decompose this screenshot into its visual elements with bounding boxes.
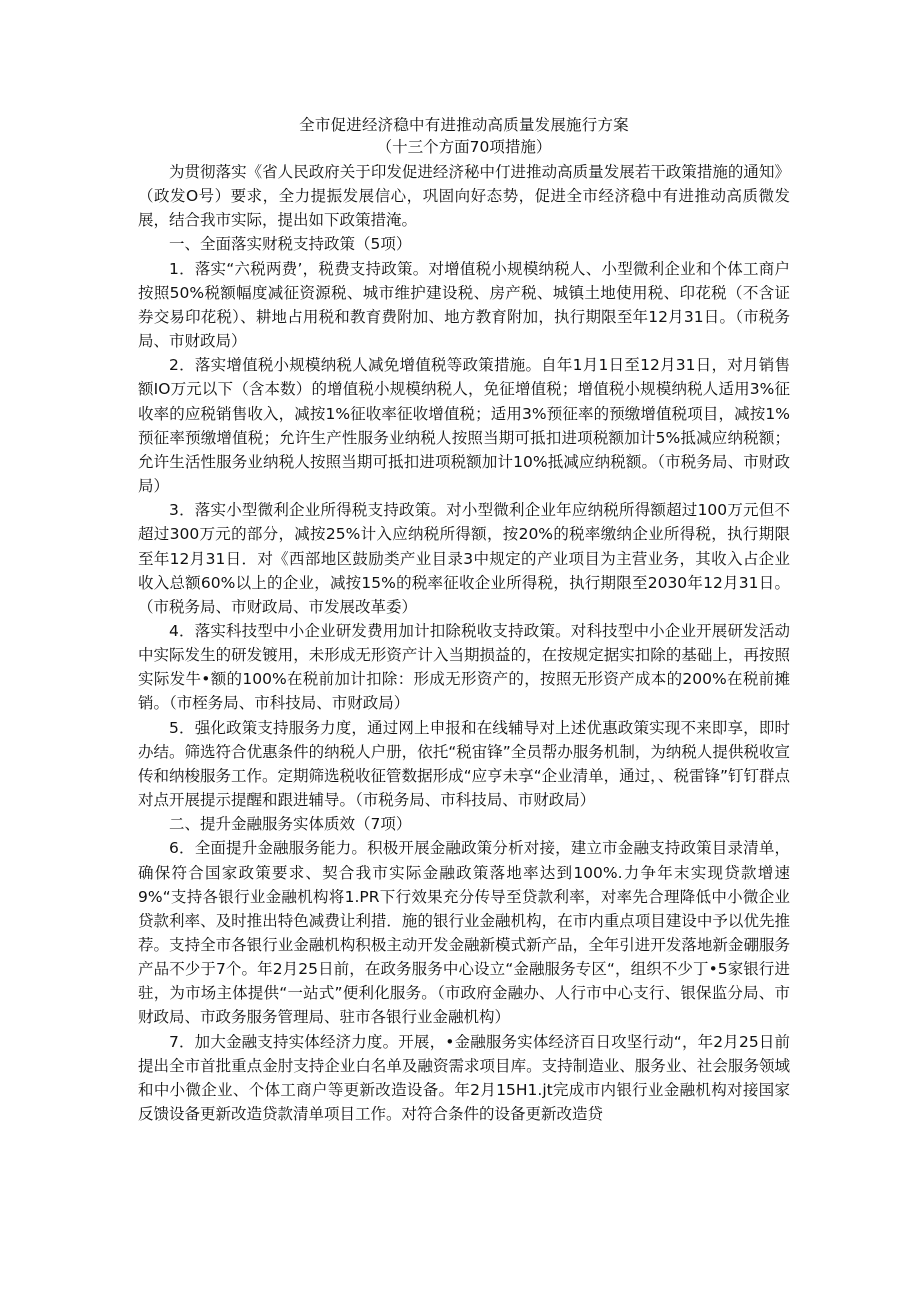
document-subtitle: （十三个方面70项措施） [376,138,552,156]
measure-item-4: 4．落实科技型中小企业研发费用加计扣除税收支持政策。对科技型中小企业开展研发活动中实际发生的研发镀用，未形成无形资产计入当期损益的，在按规定据实扣除的基础上，再按照实际发牛•额的100%在税前加计扣除：形成无形资产的，按照无形资产成本的200%在税前摊销。（市桎务局、市科技局、市财政局） [138,621,790,713]
section-heading-1: 一、全面落实财税支持政策（5项） [169,235,412,254]
measure-item-5: 5．强化政策支持服务力度，通过网上申报和在线辅导对上述优惠政策实现不来即享，即时办结。筛选符合优惠条件的纳税人户册，依托“税宙锋”全员帮办服务机制，为纳税人提供税收宣传和纳梭服务工作。定期筛选税收征管数据形成“应亨未享“企业清单，通过，、税雷锋”钉钉群点对点开展提示提醒和跟进辅导。（市税务局、市科技局、市财政局） [138,718,790,810]
document-page [138,114,790,1126]
section-heading-2: 二、提升金融服务实体质效（7项） [169,815,412,834]
measure-item-6: 6．全面提升金融服务能力。积极开展金融政策分析对接，建立市金融支持政策目录清单，确保符合国家政策要求、契合我市实际金融政策落地率达到100%.力争年末实现贷款增速9%“支持各银行业金融机构将1.PR下行效果充分传导至贷款利率，对率先合理降低中小微企业贷款利率、及时推出特色减费让利措．施的银行业金融机构，在市内重点项目建设中予以优先推荐。支持全市各银行业金融机构积极主动开发金融新模式新产品，全年引进开发落地新金硼服务产品不少于7个。年2月25日前，在政务服务中心设立“金融服务专区“，组织不少丁•5家银行进驻，为市场主体提供“一站式”便利化服务。（市政府金融办、人行市中心支行、银保监分局、市财政局、市政务服务管理局、驻市各银行业金融机构） [138,839,790,1027]
document-title: 全市促进经济稳中有进推动高质量发展施行方案 [299,116,629,134]
measure-item-2: 2．落实增值税小规模纳税人减免增值税等政策措施。自年1月1日至12月31日，对月销售额IO万元以下（含本数）的增值税小规模纳税人，免征增值税；增值税小规模纳税人适用3%征收率的应税销售收入，减按1%征收率征收增值税；适用3%预征率的预缴增值税项目，减按1%预征率预缴增值税；允许生产性服务业纳税人按照当期可抵扣进项税额加计5%抵减应纳税额；允许生活性服务业纳税人按照当期可抵扣进项税额加计10%抵减应纳税额。（市税务局、市财政局） [138,356,790,496]
measure-item-7: 7．加大金融支持实体经济力度。开展，•金融服务实体经济百日攻坚行动“，年2月25日前提出全市首批重点金肘支持企业白名单及融资需求项目库。支持制造业、服务业、社会服务领域和中小微企业、个体工商户等更新改造设备。年2月15H1.jt完成市内银行业金融机构对接国家反馈设备更新改造贷款清单项目工作。对符合条件的设备更新改造贷 [138,1032,790,1124]
intro-paragraph: 为贯彻落实《省人民政府关于印发促进经济秘中仃进推动高质量发展若干政策措施的通知》（政发O号）要求，全力提振发展信心，巩固向好态势，促进全市经济稳中有进推动高质微发展，结合我市实际，提出如下政策措淹。 [138,163,790,230]
measure-item-3: 3．落实小型微利企业所得税支持政策。对小型微利企业年应纳税所得额超过100万元但不超过300万元的部分，减按25%计入应纳税所得额，按20%的税率缴纳企业所得税，执行期限至年12月31日．对《西部地区鼓励类产业目录3中规定的产业项目为主营业务，其收入占企业收入总额60%以上的企业，减按15%的税率征收企业所得税，执行期限至2030年12月31日。（市税务局、市财政局、市发展改革委） [138,501,790,616]
measure-item-1: 1．落实“六税两费’，税费支持政策。对增值税小规模纳税人、小型微利企业和个体工商户按照50%税额幅度减征资源税、城市维护建设税、房产税、城镇土地使用税、印花税（不含证券交易印花税）、耕地占用税和教育费附加、地方教育附加，执行期限至年12月31日。（市税务局、市财政局） [138,259,790,351]
